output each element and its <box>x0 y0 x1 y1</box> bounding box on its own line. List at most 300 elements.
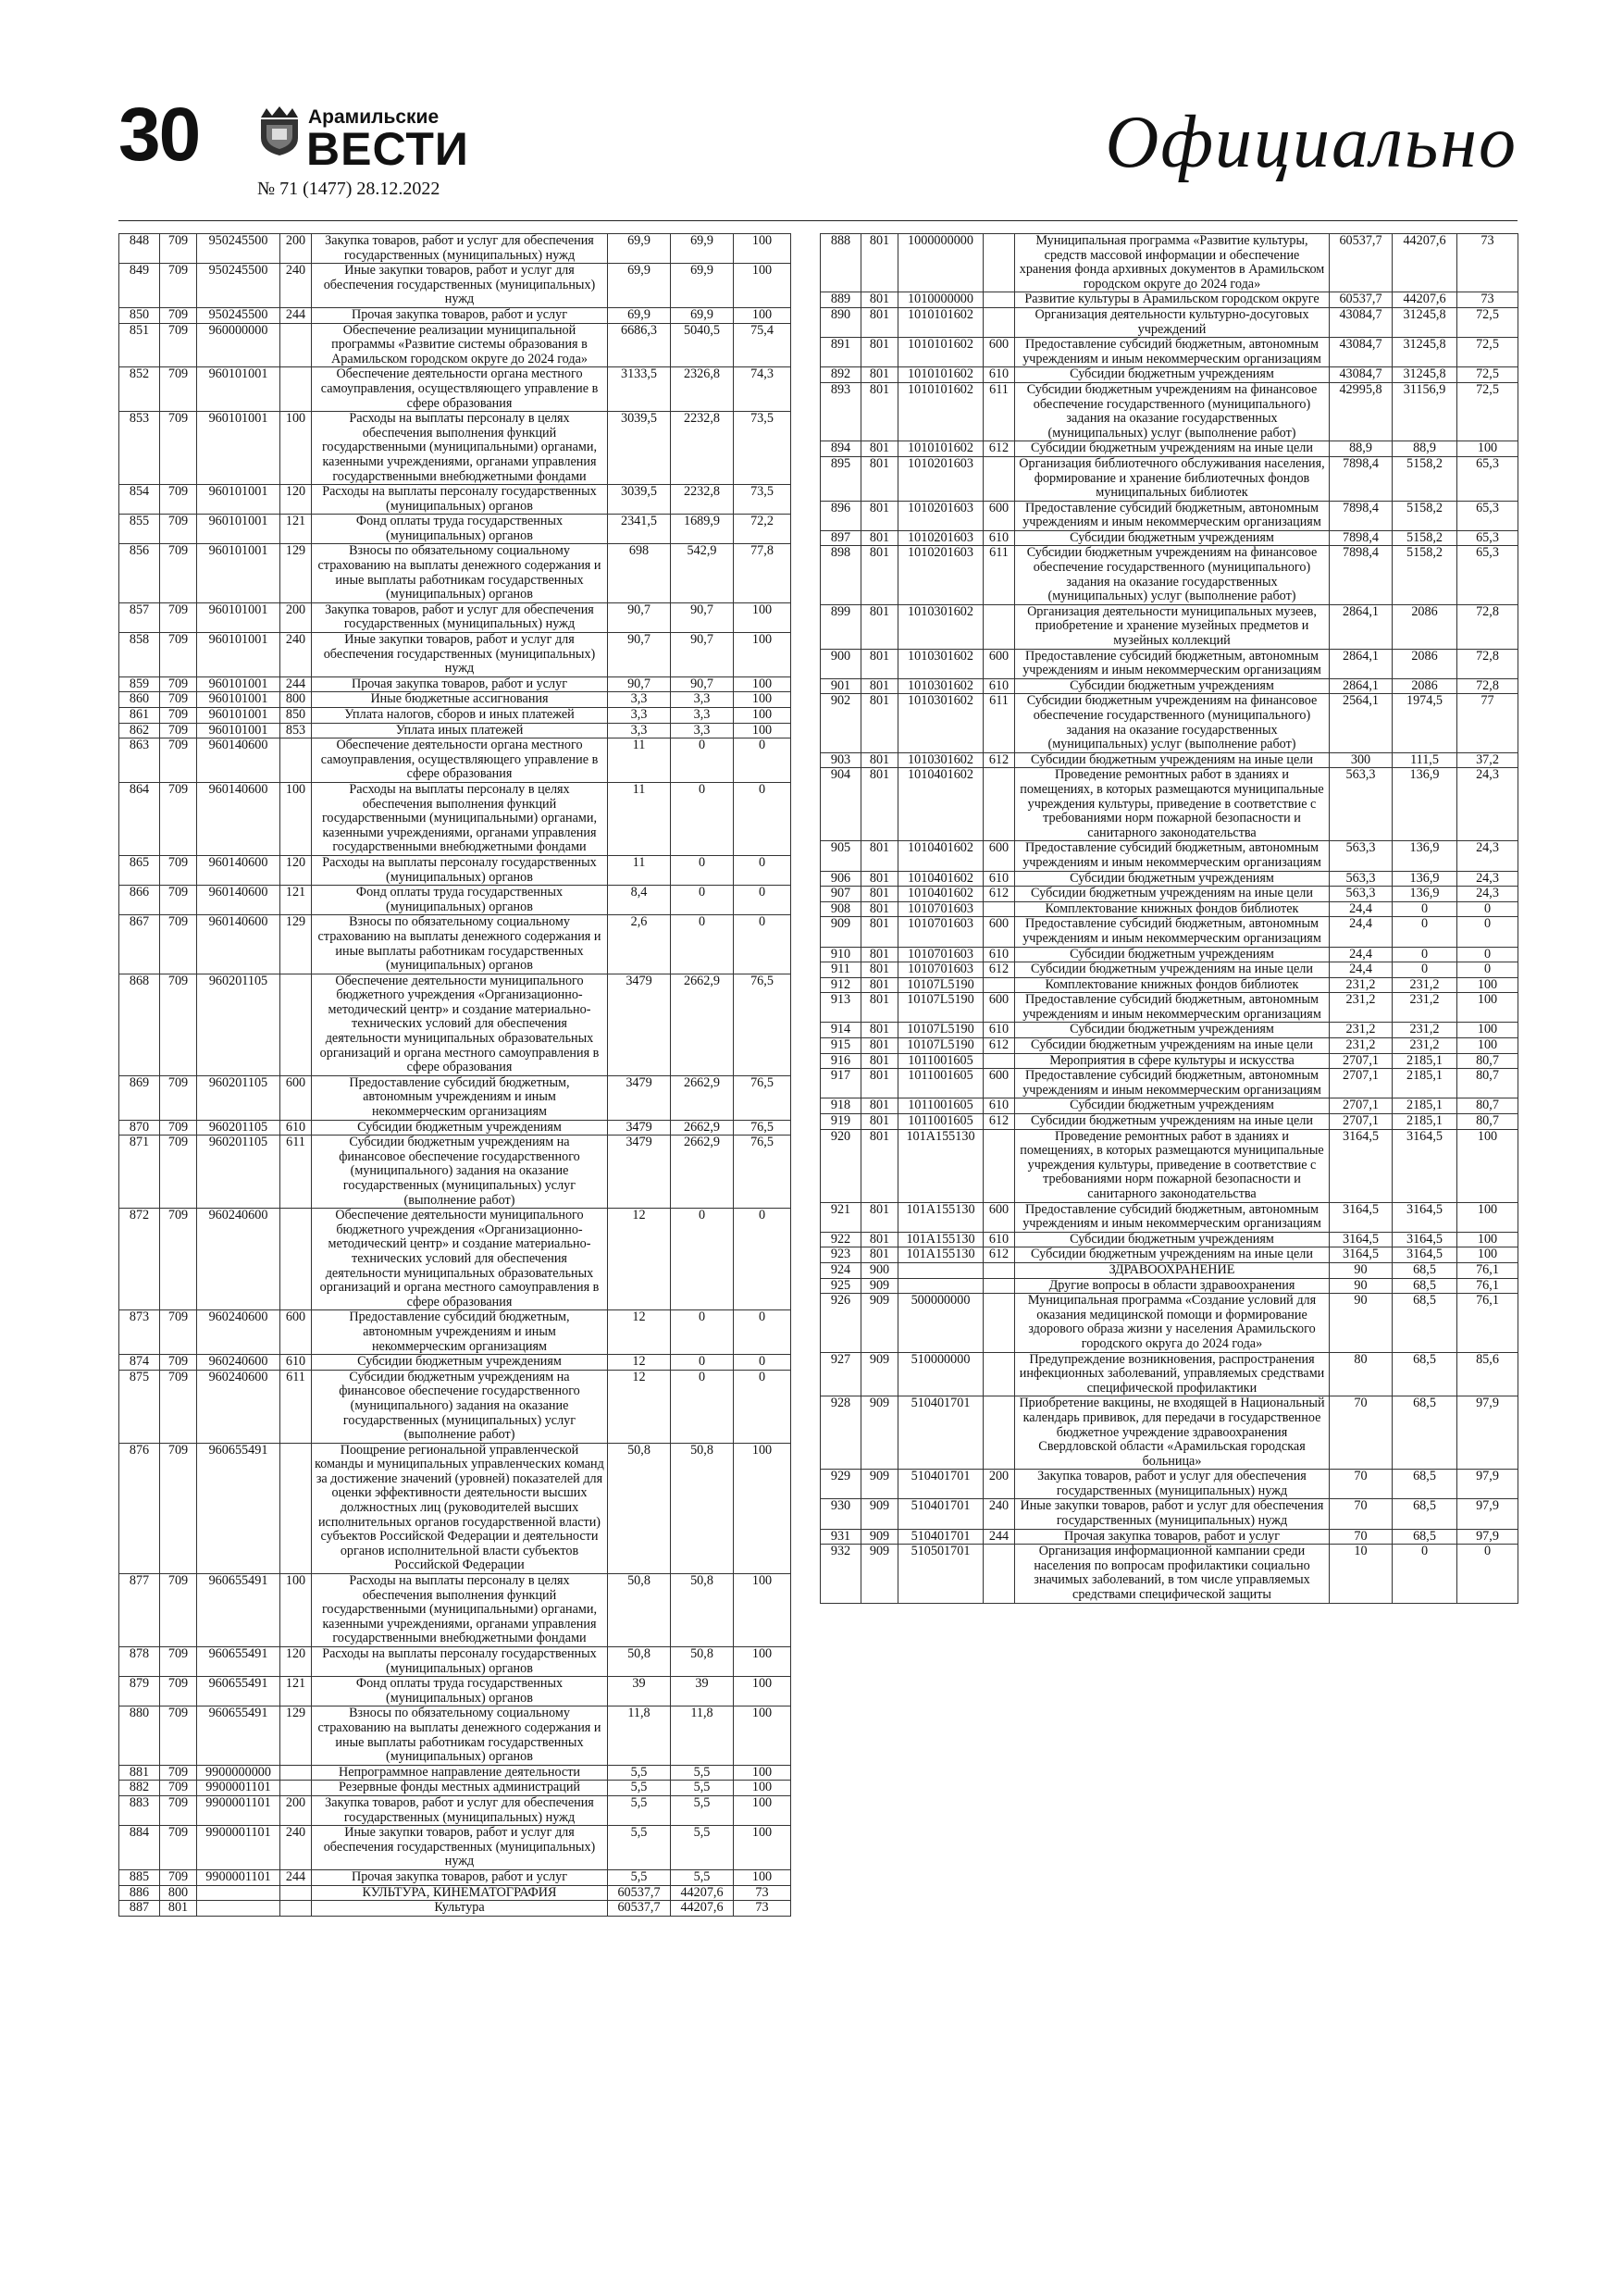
section-code-cell: 709 <box>160 602 197 632</box>
row-number-cell: 927 <box>821 1352 861 1396</box>
description-cell: Расходы на выплаты персоналу государственных (муниципальных) органов <box>312 485 608 515</box>
target-code-cell: 1011001605 <box>898 1114 984 1130</box>
description-cell: Субсидии бюджетным учреждениям <box>1015 678 1330 694</box>
planned-amount-cell: 12 <box>608 1370 671 1443</box>
actual-amount-cell: 5158,2 <box>1393 530 1457 546</box>
table-row <box>119 676 791 692</box>
table-row <box>821 1294 1518 1352</box>
planned-amount-cell: 60537,7 <box>1330 234 1393 292</box>
planned-amount-cell: 69,9 <box>608 234 671 264</box>
section-code-cell: 801 <box>861 678 898 694</box>
expense-type-cell: 129 <box>280 544 312 602</box>
target-code-cell: 960140600 <box>197 738 280 783</box>
target-code-cell <box>197 1901 280 1917</box>
table-row <box>821 1545 1518 1603</box>
row-number-cell: 866 <box>119 886 160 915</box>
target-code-cell: 1010101602 <box>898 367 984 383</box>
planned-amount-cell: 2707,1 <box>1330 1053 1393 1069</box>
description-cell: Организация информационной кампании среди населения по вопросам профилактики социально значимых заболеваний, в том числе управляемых средствами специфической защиты <box>1015 1545 1330 1603</box>
section-code-cell: 801 <box>861 456 898 501</box>
expense-type-cell: 611 <box>984 694 1015 752</box>
target-code-cell: 1010401602 <box>898 841 984 871</box>
section-code-cell: 909 <box>861 1396 898 1470</box>
percent-executed-cell: 65,3 <box>1457 546 1518 604</box>
actual-amount-cell: 3164,5 <box>1393 1247 1457 1263</box>
expense-type-cell: 612 <box>984 887 1015 902</box>
table-row <box>821 234 1518 292</box>
coat-of-arms-icon <box>257 105 302 156</box>
row-number-cell: 880 <box>119 1706 160 1765</box>
expense-type-cell: 600 <box>984 1202 1015 1232</box>
section-code-cell: 709 <box>160 1781 197 1796</box>
table-row <box>119 738 791 783</box>
section-code-cell: 709 <box>160 1120 197 1136</box>
percent-executed-cell: 65,3 <box>1457 530 1518 546</box>
section-code-cell: 909 <box>861 1499 898 1529</box>
description-cell: Предоставление субсидий бюджетным, автономным учреждениям и иным некоммерческим организациям <box>1015 841 1330 871</box>
table-row <box>821 678 1518 694</box>
description-cell: Субсидии бюджетным учреждениям на иные цели <box>1015 441 1330 457</box>
percent-executed-cell: 100 <box>1457 1202 1518 1232</box>
section-code-cell: 709 <box>160 234 197 264</box>
section-code-cell: 801 <box>160 1901 197 1917</box>
expense-type-cell: 610 <box>280 1355 312 1371</box>
row-number-cell: 885 <box>119 1869 160 1885</box>
description-cell: Предоставление субсидий бюджетным, автономным учреждениям и иным некоммерческим организациям <box>1015 1069 1330 1098</box>
expense-type-cell: 200 <box>984 1470 1015 1499</box>
planned-amount-cell: 2864,1 <box>1330 604 1393 649</box>
target-code-cell: 510401701 <box>898 1499 984 1529</box>
percent-executed-cell: 76,5 <box>734 1075 791 1120</box>
percent-executed-cell: 100 <box>734 692 791 708</box>
section-code-cell: 801 <box>861 1069 898 1098</box>
row-number-cell: 868 <box>119 974 160 1075</box>
expense-type-cell: 600 <box>984 993 1015 1023</box>
actual-amount-cell: 31156,9 <box>1393 382 1457 441</box>
expense-type-cell: 612 <box>984 752 1015 768</box>
target-code-cell: 960655491 <box>197 1706 280 1765</box>
actual-amount-cell: 88,9 <box>1393 441 1457 457</box>
percent-executed-cell: 73 <box>734 1885 791 1901</box>
actual-amount-cell: 2232,8 <box>671 412 734 485</box>
description-cell: Субсидии бюджетным учреждениям <box>1015 1098 1330 1114</box>
description-cell: Развитие культуры в Арамильском городском округе <box>1015 292 1330 308</box>
description-cell: Уплата налогов, сборов и иных платежей <box>312 708 608 724</box>
section-code-cell: 801 <box>861 841 898 871</box>
planned-amount-cell: 5,5 <box>608 1795 671 1825</box>
expense-type-cell <box>984 977 1015 993</box>
table-row <box>119 692 791 708</box>
percent-executed-cell: 75,4 <box>734 323 791 367</box>
table-row <box>821 962 1518 978</box>
table-row <box>119 1370 791 1443</box>
target-code-cell: 1010101602 <box>898 382 984 441</box>
description-cell: Уплата иных платежей <box>312 723 608 738</box>
expense-type-cell: 600 <box>984 338 1015 367</box>
table-row <box>821 307 1518 337</box>
target-code-cell: 510401701 <box>898 1529 984 1545</box>
percent-executed-cell: 65,3 <box>1457 501 1518 530</box>
table-row <box>119 1075 791 1120</box>
target-code-cell: 1010301602 <box>898 678 984 694</box>
description-cell: Комплектование книжных фондов библиотек <box>1015 901 1330 917</box>
planned-amount-cell: 70 <box>1330 1499 1393 1529</box>
planned-amount-cell: 69,9 <box>608 307 671 323</box>
planned-amount-cell: 39 <box>608 1677 671 1706</box>
actual-amount-cell: 3,3 <box>671 723 734 738</box>
description-cell: Субсидии бюджетным учреждениям на иные цели <box>1015 1038 1330 1054</box>
actual-amount-cell: 2185,1 <box>1393 1053 1457 1069</box>
row-number-cell: 904 <box>821 768 861 841</box>
row-number-cell: 928 <box>821 1396 861 1470</box>
description-cell: Субсидии бюджетным учреждениям на финансовое обеспечение государственного (муниципального) задания на оказание государственных (муниципальных) услуг (выполнение работ) <box>312 1370 608 1443</box>
actual-amount-cell: 5158,2 <box>1393 546 1457 604</box>
row-number-cell: 853 <box>119 412 160 485</box>
planned-amount-cell: 24,4 <box>1330 901 1393 917</box>
table-row <box>119 855 791 885</box>
section-code-cell: 709 <box>160 264 197 308</box>
target-code-cell: 960101001 <box>197 633 280 677</box>
section-code-cell: 709 <box>160 692 197 708</box>
percent-executed-cell: 100 <box>734 1765 791 1781</box>
row-number-cell: 898 <box>821 546 861 604</box>
planned-amount-cell: 5,5 <box>608 1765 671 1781</box>
actual-amount-cell: 44207,6 <box>671 1901 734 1917</box>
row-number-cell: 872 <box>119 1209 160 1310</box>
expense-type-cell: 244 <box>280 676 312 692</box>
description-cell: Фонд оплаты труда государственных (муниципальных) органов <box>312 886 608 915</box>
target-code-cell: 9900001101 <box>197 1781 280 1796</box>
table-row <box>821 292 1518 308</box>
target-code-cell: 960101001 <box>197 676 280 692</box>
section-code-cell: 709 <box>160 974 197 1075</box>
target-code-cell <box>197 1885 280 1901</box>
planned-amount-cell: 60537,7 <box>608 1901 671 1917</box>
target-code-cell: 960201105 <box>197 1136 280 1209</box>
planned-amount-cell: 563,3 <box>1330 887 1393 902</box>
table-row <box>821 338 1518 367</box>
row-number-cell: 890 <box>821 307 861 337</box>
table-row <box>119 723 791 738</box>
planned-amount-cell: 3039,5 <box>608 485 671 515</box>
row-number-cell: 894 <box>821 441 861 457</box>
section-code-cell: 709 <box>160 1869 197 1885</box>
percent-executed-cell: 72,8 <box>1457 604 1518 649</box>
row-number-cell: 855 <box>119 515 160 544</box>
section-code-cell: 801 <box>861 382 898 441</box>
expense-type-cell: 610 <box>984 530 1015 546</box>
expense-type-cell: 129 <box>280 915 312 974</box>
expense-type-cell: 612 <box>984 1038 1015 1054</box>
actual-amount-cell: 31245,8 <box>1393 307 1457 337</box>
planned-amount-cell: 6686,3 <box>608 323 671 367</box>
actual-amount-cell: 231,2 <box>1393 993 1457 1023</box>
expense-type-cell: 244 <box>984 1529 1015 1545</box>
table-row <box>821 501 1518 530</box>
target-code-cell: 101A155130 <box>898 1247 984 1263</box>
table-row <box>119 1574 791 1647</box>
planned-amount-cell: 3164,5 <box>1330 1129 1393 1202</box>
row-number-cell: 919 <box>821 1114 861 1130</box>
table-row <box>821 441 1518 457</box>
planned-amount-cell: 2707,1 <box>1330 1114 1393 1130</box>
actual-amount-cell: 0 <box>671 1370 734 1443</box>
row-number-cell: 864 <box>119 782 160 855</box>
planned-amount-cell: 43084,7 <box>1330 367 1393 383</box>
description-cell: Закупка товаров, работ и услуг для обеспечения государственных (муниципальных) нужд <box>1015 1470 1330 1499</box>
actual-amount-cell: 0 <box>671 915 734 974</box>
percent-executed-cell: 80,7 <box>1457 1098 1518 1114</box>
percent-executed-cell: 100 <box>734 708 791 724</box>
table-row <box>119 1443 791 1573</box>
table-row <box>821 1129 1518 1202</box>
row-number-cell: 918 <box>821 1098 861 1114</box>
actual-amount-cell: 68,5 <box>1393 1499 1457 1529</box>
section-code-cell: 801 <box>861 947 898 962</box>
target-code-cell: 1010201603 <box>898 456 984 501</box>
actual-amount-cell: 5,5 <box>671 1826 734 1870</box>
percent-executed-cell: 72,8 <box>1457 678 1518 694</box>
row-number-cell: 854 <box>119 485 160 515</box>
planned-amount-cell: 3164,5 <box>1330 1202 1393 1232</box>
expense-type-cell <box>280 1901 312 1917</box>
description-cell: Иные закупки товаров, работ и услуг для обеспечения государственных (муниципальных) нужд <box>312 264 608 308</box>
percent-executed-cell: 97,9 <box>1457 1529 1518 1545</box>
section-code-cell: 709 <box>160 1209 197 1310</box>
description-cell: Субсидии бюджетным учреждениям на финансовое обеспечение государственного (муниципального) задания на оказание государственных (муниципальных) услуг (выполнение работ) <box>1015 546 1330 604</box>
actual-amount-cell: 50,8 <box>671 1647 734 1677</box>
percent-executed-cell: 76,5 <box>734 974 791 1075</box>
row-number-cell: 878 <box>119 1647 160 1677</box>
planned-amount-cell: 3,3 <box>608 692 671 708</box>
planned-amount-cell: 5,5 <box>608 1826 671 1870</box>
actual-amount-cell: 2662,9 <box>671 1136 734 1209</box>
table-row <box>119 1136 791 1209</box>
description-cell: Прочая закупка товаров, работ и услуг <box>1015 1529 1330 1545</box>
table-row <box>119 1869 791 1885</box>
description-cell: Субсидии бюджетным учреждениям <box>312 1355 608 1371</box>
target-code-cell: 1010701603 <box>898 917 984 947</box>
planned-amount-cell: 2564,1 <box>1330 694 1393 752</box>
target-code-cell: 960240600 <box>197 1209 280 1310</box>
percent-executed-cell: 0 <box>1457 917 1518 947</box>
section-code-cell: 801 <box>861 1023 898 1038</box>
description-cell: Субсидии бюджетным учреждениям на иные цели <box>1015 1114 1330 1130</box>
section-code-cell: 801 <box>861 546 898 604</box>
description-cell: Обеспечение деятельности муниципального бюджетного учреждения «Организационно-методический центр» и создание материально-технических условий для обеспечения деятельности муниципальных образовательных организаций и органа местного самоуправления в сфере образования <box>312 1209 608 1310</box>
table-row <box>821 1038 1518 1054</box>
issue-info: № 71 (1477) 28.12.2022 <box>257 179 440 199</box>
description-cell: Субсидии бюджетным учреждениям <box>1015 367 1330 383</box>
actual-amount-cell: 2086 <box>1393 649 1457 678</box>
target-code-cell: 1010201603 <box>898 530 984 546</box>
actual-amount-cell: 5,5 <box>671 1765 734 1781</box>
table-row <box>119 602 791 632</box>
planned-amount-cell: 24,4 <box>1330 917 1393 947</box>
actual-amount-cell: 2086 <box>1393 604 1457 649</box>
row-number-cell: 883 <box>119 1795 160 1825</box>
section-code-cell: 709 <box>160 1826 197 1870</box>
description-cell: Субсидии бюджетным учреждениям <box>1015 530 1330 546</box>
target-code-cell: 101A155130 <box>898 1129 984 1202</box>
expense-type-cell: 100 <box>280 782 312 855</box>
target-code-cell: 960140600 <box>197 855 280 885</box>
expense-type-cell: 120 <box>280 485 312 515</box>
target-code-cell: 960140600 <box>197 782 280 855</box>
table-row <box>119 1355 791 1371</box>
expense-type-cell <box>984 768 1015 841</box>
percent-executed-cell: 100 <box>1457 993 1518 1023</box>
planned-amount-cell: 3039,5 <box>608 412 671 485</box>
table-row <box>821 1278 1518 1294</box>
section-code-cell: 709 <box>160 1075 197 1120</box>
target-code-cell: 960000000 <box>197 323 280 367</box>
section-code-cell: 801 <box>861 292 898 308</box>
description-cell: Предоставление субсидий бюджетным, автономным учреждениям и иным некоммерческим организациям <box>312 1075 608 1120</box>
row-number-cell: 902 <box>821 694 861 752</box>
planned-amount-cell: 11 <box>608 782 671 855</box>
percent-executed-cell: 72,8 <box>1457 649 1518 678</box>
planned-amount-cell: 60537,7 <box>1330 292 1393 308</box>
target-code-cell: 1010701603 <box>898 947 984 962</box>
section-code-cell: 709 <box>160 782 197 855</box>
section-code-cell: 801 <box>861 530 898 546</box>
description-cell: Непрограммное направление деятельности <box>312 1765 608 1781</box>
percent-executed-cell: 80,7 <box>1457 1069 1518 1098</box>
percent-executed-cell: 0 <box>734 782 791 855</box>
percent-executed-cell: 0 <box>734 738 791 783</box>
description-cell: Поощрение региональной управленческой команды и муниципальных управленческих команд за достижение значений (уровней) показателей для оценки эффективности деятельности высших должностных лиц (руководителей высших исполнительных органов государственной власти) субъектов Российской Федерации и деятельности органов исполнительной власти субъектов Российской Федерации <box>312 1443 608 1573</box>
percent-executed-cell: 24,3 <box>1457 841 1518 871</box>
actual-amount-cell: 0 <box>1393 947 1457 962</box>
target-code-cell: 500000000 <box>898 1294 984 1352</box>
planned-amount-cell: 2864,1 <box>1330 678 1393 694</box>
row-number-cell: 871 <box>119 1136 160 1209</box>
planned-amount-cell: 3479 <box>608 1136 671 1209</box>
target-code-cell: 1010101602 <box>898 307 984 337</box>
table-row <box>821 1499 1518 1529</box>
expense-type-cell: 612 <box>984 1114 1015 1130</box>
description-cell: Проведение ремонтных работ в зданиях и помещениях, в которых размещаются муниципальные учреждения культуры, приведение в соответствие с требованиями норм пожарной безопасности и санитарного законодательства <box>1015 768 1330 841</box>
percent-executed-cell: 100 <box>734 1574 791 1647</box>
actual-amount-cell: 136,9 <box>1393 841 1457 871</box>
actual-amount-cell: 2326,8 <box>671 367 734 412</box>
expense-type-cell: 611 <box>984 382 1015 441</box>
section-code-cell: 709 <box>160 855 197 885</box>
percent-executed-cell: 0 <box>734 886 791 915</box>
target-code-cell: 1010401602 <box>898 768 984 841</box>
row-number-cell: 861 <box>119 708 160 724</box>
section-code-cell: 709 <box>160 738 197 783</box>
row-number-cell: 875 <box>119 1370 160 1443</box>
row-number-cell: 916 <box>821 1053 861 1069</box>
actual-amount-cell: 231,2 <box>1393 1038 1457 1054</box>
section-code-cell: 709 <box>160 367 197 412</box>
expense-type-cell: 610 <box>984 678 1015 694</box>
description-cell: Субсидии бюджетным учреждениям <box>1015 947 1330 962</box>
section-code-cell: 909 <box>861 1470 898 1499</box>
section-code-cell: 801 <box>861 962 898 978</box>
target-code-cell: 9900001101 <box>197 1869 280 1885</box>
percent-executed-cell: 100 <box>734 1647 791 1677</box>
table-row <box>821 530 1518 546</box>
table-row <box>821 768 1518 841</box>
actual-amount-cell: 5158,2 <box>1393 501 1457 530</box>
expense-type-cell: 200 <box>280 602 312 632</box>
header-divider <box>118 220 1518 221</box>
expense-type-cell: 612 <box>984 441 1015 457</box>
target-code-cell: 960201105 <box>197 974 280 1075</box>
planned-amount-cell: 7898,4 <box>1330 530 1393 546</box>
budget-table-left <box>118 233 791 1917</box>
actual-amount-cell: 68,5 <box>1393 1470 1457 1499</box>
section-code-cell: 709 <box>160 1370 197 1443</box>
actual-amount-cell: 0 <box>671 1355 734 1371</box>
description-cell: Предоставление субсидий бюджетным, автономным учреждениям и иным некоммерческим организациям <box>312 1310 608 1355</box>
planned-amount-cell: 70 <box>1330 1529 1393 1545</box>
planned-amount-cell: 2341,5 <box>608 515 671 544</box>
expense-type-cell: 600 <box>280 1310 312 1355</box>
table-row <box>119 307 791 323</box>
description-cell: Фонд оплаты труда государственных (муниципальных) органов <box>312 1677 608 1706</box>
percent-executed-cell: 100 <box>734 234 791 264</box>
percent-executed-cell: 100 <box>734 264 791 308</box>
percent-executed-cell: 100 <box>1457 1232 1518 1247</box>
target-code-cell: 960101001 <box>197 708 280 724</box>
planned-amount-cell: 90,7 <box>608 633 671 677</box>
description-cell: Иные бюджетные ассигнования <box>312 692 608 708</box>
section-code-cell: 801 <box>861 752 898 768</box>
expense-type-cell: 240 <box>280 264 312 308</box>
planned-amount-cell: 24,4 <box>1330 962 1393 978</box>
description-cell: Организация библиотечного обслуживания населения, формирование и хранение библиотечных фондов муниципальных библиотек <box>1015 456 1330 501</box>
section-code-cell: 801 <box>861 234 898 292</box>
description-cell: Прочая закупка товаров, работ и услуг <box>312 307 608 323</box>
percent-executed-cell: 76,1 <box>1457 1294 1518 1352</box>
table-row <box>119 708 791 724</box>
table-row <box>119 485 791 515</box>
expense-type-cell <box>984 1262 1015 1278</box>
expense-type-cell: 240 <box>984 1499 1015 1529</box>
description-cell: Проведение ремонтных работ в зданиях и помещениях, в которых размещаются муниципальные учреждения культуры, приведение в соответствие с требованиями норм пожарной безопасности и санитарного законодательства <box>1015 1129 1330 1202</box>
row-number-cell: 932 <box>821 1545 861 1603</box>
actual-amount-cell: 0 <box>671 1310 734 1355</box>
actual-amount-cell: 0 <box>1393 1545 1457 1603</box>
percent-executed-cell: 100 <box>734 1443 791 1573</box>
target-code-cell: 950245500 <box>197 234 280 264</box>
planned-amount-cell: 70 <box>1330 1470 1393 1499</box>
target-code-cell: 510501701 <box>898 1545 984 1603</box>
actual-amount-cell: 39 <box>671 1677 734 1706</box>
expense-type-cell: 610 <box>984 1098 1015 1114</box>
table-row <box>119 915 791 974</box>
brand-title: ВЕСТИ <box>306 123 469 175</box>
description-cell: Предоставление субсидий бюджетным, автономным учреждениям и иным некоммерческим организациям <box>1015 1202 1330 1232</box>
row-number-cell: 908 <box>821 901 861 917</box>
description-cell: Субсидии бюджетным учреждениям <box>312 1120 608 1136</box>
row-number-cell: 886 <box>119 1885 160 1901</box>
row-number-cell: 882 <box>119 1781 160 1796</box>
actual-amount-cell: 5158,2 <box>1393 456 1457 501</box>
target-code-cell: 1010701603 <box>898 962 984 978</box>
actual-amount-cell: 31245,8 <box>1393 367 1457 383</box>
section-code-cell: 709 <box>160 323 197 367</box>
expense-type-cell: 121 <box>280 1677 312 1706</box>
target-code-cell: 1010701603 <box>898 901 984 917</box>
table-row <box>821 993 1518 1023</box>
planned-amount-cell: 50,8 <box>608 1647 671 1677</box>
expense-type-cell: 100 <box>280 412 312 485</box>
